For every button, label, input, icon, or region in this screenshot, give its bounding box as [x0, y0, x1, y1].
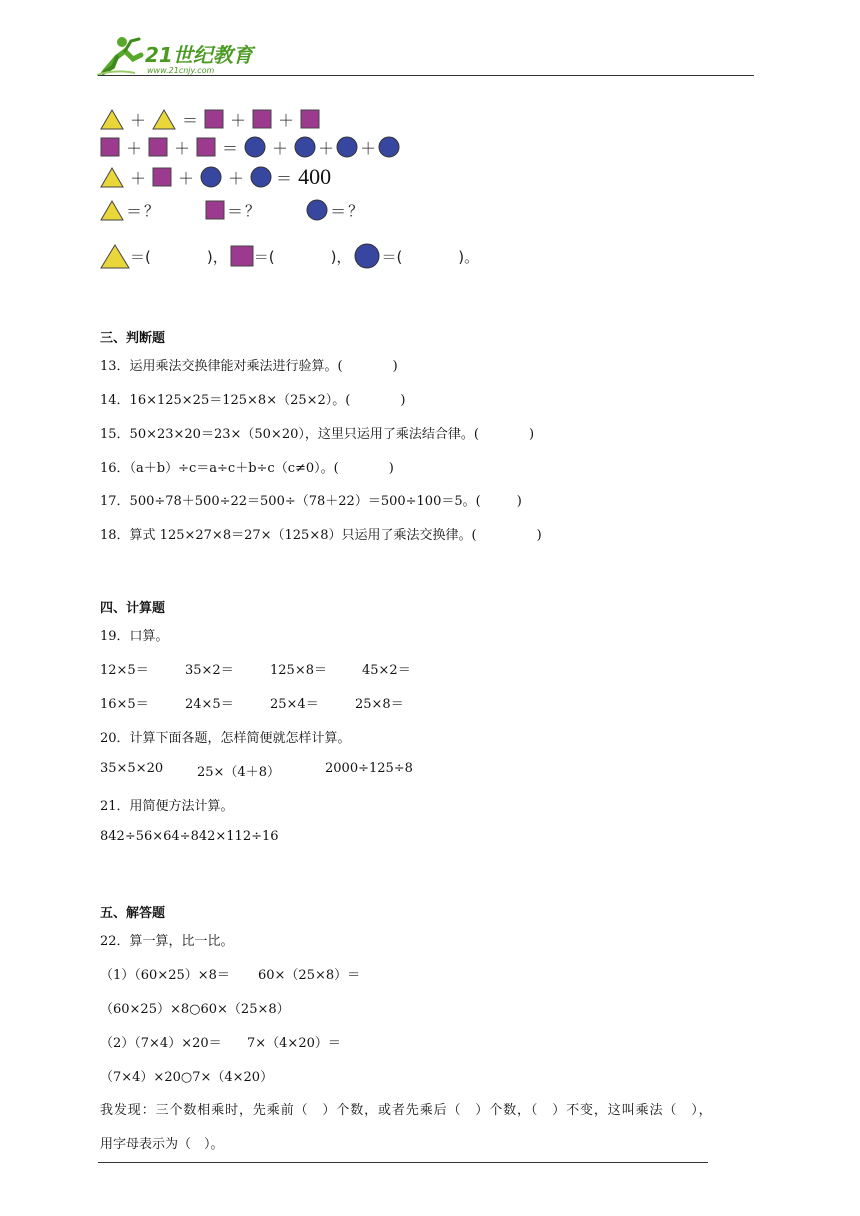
- puzzle-total: 400: [298, 164, 332, 189]
- question-14: [100, 389, 405, 408]
- square-icon: [148, 137, 168, 157]
- triangle-icon: [152, 108, 176, 130]
- calc-item: 2000÷125÷8: [325, 761, 413, 776]
- question-16: [100, 457, 394, 476]
- compare-2a: （2）（7×4）×20＝: [100, 1036, 222, 1051]
- circle-icon: [244, 136, 266, 158]
- calc-item: 25×（4＋8）: [197, 765, 280, 780]
- plus-sign: ＋: [126, 138, 143, 158]
- question-15-text: 15．50×23×20＝23×（50×20），这里只运用了乘法结合律。(: [100, 427, 479, 442]
- triangle-icon: [100, 199, 124, 221]
- plus-sign: ＋: [318, 138, 335, 158]
- paren-close: ): [516, 494, 522, 509]
- question-mark: ？: [245, 201, 261, 220]
- question-22: 22．算一算，比一比。: [100, 934, 234, 949]
- oral-calc-item: 25×8＝: [355, 697, 404, 712]
- circle-icon: [250, 166, 272, 188]
- circle-icon: [353, 243, 381, 269]
- paren-close: ): [536, 528, 542, 543]
- oral-calc-item: 24×5＝: [185, 697, 234, 712]
- question-13-text: 13．运用乘法交换律能对乘法进行验算。(: [100, 359, 343, 374]
- header-divider: [98, 75, 754, 76]
- question-13: [100, 355, 398, 374]
- plus-sign: ＋: [174, 138, 191, 158]
- oral-calc-item: 12×5＝: [100, 663, 149, 678]
- question-mark: ？: [348, 201, 364, 220]
- compare-2b: 7×（4×20）＝: [247, 1036, 341, 1051]
- answer-blank-circle-open: ＝(: [381, 247, 403, 266]
- paren-close: ): [528, 427, 535, 442]
- square-icon: [100, 137, 120, 157]
- plus-sign: ＋: [130, 110, 147, 130]
- question-20: 20．计算下面各题，怎样简便就怎样计算。: [100, 731, 351, 746]
- square-icon: [204, 109, 224, 129]
- puzzle-row-4: [100, 197, 363, 223]
- plus-sign: ＋: [130, 168, 147, 188]
- oral-calc-item: 25×4＝: [270, 697, 319, 712]
- discovery-line-1: 我发现：三个数相乘时，先乘前（ ）个数，或者先乘后（ ）个数，（ ）不变，这叫乘法（ ），: [100, 1103, 713, 1118]
- oral-calc-item: 35×2＝: [185, 663, 234, 678]
- section-title-calculation: 四、计算题: [100, 601, 166, 616]
- compare-1b: 60×（25×8）＝: [258, 968, 361, 983]
- square-icon: [152, 167, 172, 187]
- triangle-icon: [100, 166, 124, 188]
- equals-sign: ＝: [276, 168, 293, 188]
- puzzle-answer-row: [100, 242, 479, 270]
- answer-blank-circle-close: )。: [458, 247, 480, 266]
- equals-sign: ＝: [227, 201, 244, 221]
- circle-icon: [306, 199, 328, 221]
- oral-calc-item: 45×2＝: [362, 663, 411, 678]
- plus-sign: ＋: [360, 138, 377, 158]
- oral-calc-item: 16×5＝: [100, 697, 149, 712]
- plus-sign: ＋: [278, 110, 295, 130]
- question-14-text: 14．16×125×25＝125×8×（25×2）。(: [100, 393, 351, 408]
- equals-sign: ＝: [126, 201, 143, 221]
- section-title-solution: 五、解答题: [100, 906, 166, 921]
- plus-sign: ＋: [230, 110, 247, 130]
- site-logo: [95, 33, 265, 77]
- equals-sign: ＝: [182, 110, 199, 130]
- answer-blank-triangle-open: ＝(: [130, 247, 151, 266]
- question-17-text: 17．500÷78＋500÷22＝500÷（78＋22）＝500÷100＝5。(: [100, 494, 481, 509]
- question-16-text: 16．（a＋b）÷c＝a÷c＋b÷c（c≠0）。(: [100, 461, 339, 476]
- question-mark: ？: [144, 201, 160, 220]
- paren-close: ): [400, 393, 406, 408]
- square-icon: [205, 200, 225, 220]
- runner-logo-icon: [97, 37, 141, 75]
- plus-sign: ＋: [228, 168, 245, 188]
- question-21: 21．用简便方法计算。: [100, 799, 234, 814]
- square-icon: [300, 109, 320, 129]
- square-icon: [196, 137, 216, 157]
- plus-sign: ＋: [272, 138, 289, 158]
- square-icon: [252, 109, 272, 129]
- compare-1a: （1）（60×25）×8＝: [100, 968, 230, 983]
- logo-title: 21世纪教育: [145, 43, 253, 67]
- plus-sign: ＋: [178, 168, 195, 188]
- equals-sign: ＝: [330, 201, 347, 221]
- question-17: [100, 490, 522, 509]
- compare-2c: （7×4）×20○7×（4×20）: [100, 1070, 274, 1085]
- circle-icon: [294, 136, 316, 158]
- section-title-judgement: 三、判断题: [100, 331, 166, 346]
- discovery-line-2: 用字母表示为（ ）。: [100, 1137, 224, 1152]
- calc-item: 35×5×20: [100, 761, 164, 776]
- oral-calc-item: 125×8＝: [270, 663, 327, 678]
- footer-divider: [98, 1162, 708, 1163]
- circle-icon: [336, 136, 358, 158]
- question-18: [100, 524, 542, 543]
- puzzle-row-2: [100, 134, 400, 160]
- question-15: [100, 423, 534, 442]
- answer-blank-square-open: ＝(: [253, 247, 275, 266]
- logo-url: www.21cnjy.com: [147, 66, 215, 75]
- paren-close: ): [388, 461, 394, 476]
- answer-blank-triangle-close: )，: [206, 247, 228, 266]
- triangle-icon: [100, 108, 124, 130]
- puzzle-row-1: [100, 106, 320, 132]
- triangle-icon: [100, 243, 130, 269]
- question-18-text: 18．算式 125×27×8＝27×（125×8）只运用了乘法交换律。(: [100, 528, 477, 543]
- calc-item: 842÷56×64÷842×112÷16: [100, 829, 279, 844]
- answer-blank-square-close: )，: [330, 247, 352, 266]
- equals-sign: ＝: [222, 138, 239, 158]
- puzzle-row-3: [100, 164, 331, 190]
- compare-1c: （60×25）×8○60×（25×8）: [100, 1002, 290, 1017]
- circle-icon: [378, 136, 400, 158]
- question-19: 19．口算。: [100, 629, 169, 644]
- square-icon: [230, 245, 254, 267]
- circle-icon: [200, 166, 222, 188]
- paren-close: ): [392, 359, 398, 374]
